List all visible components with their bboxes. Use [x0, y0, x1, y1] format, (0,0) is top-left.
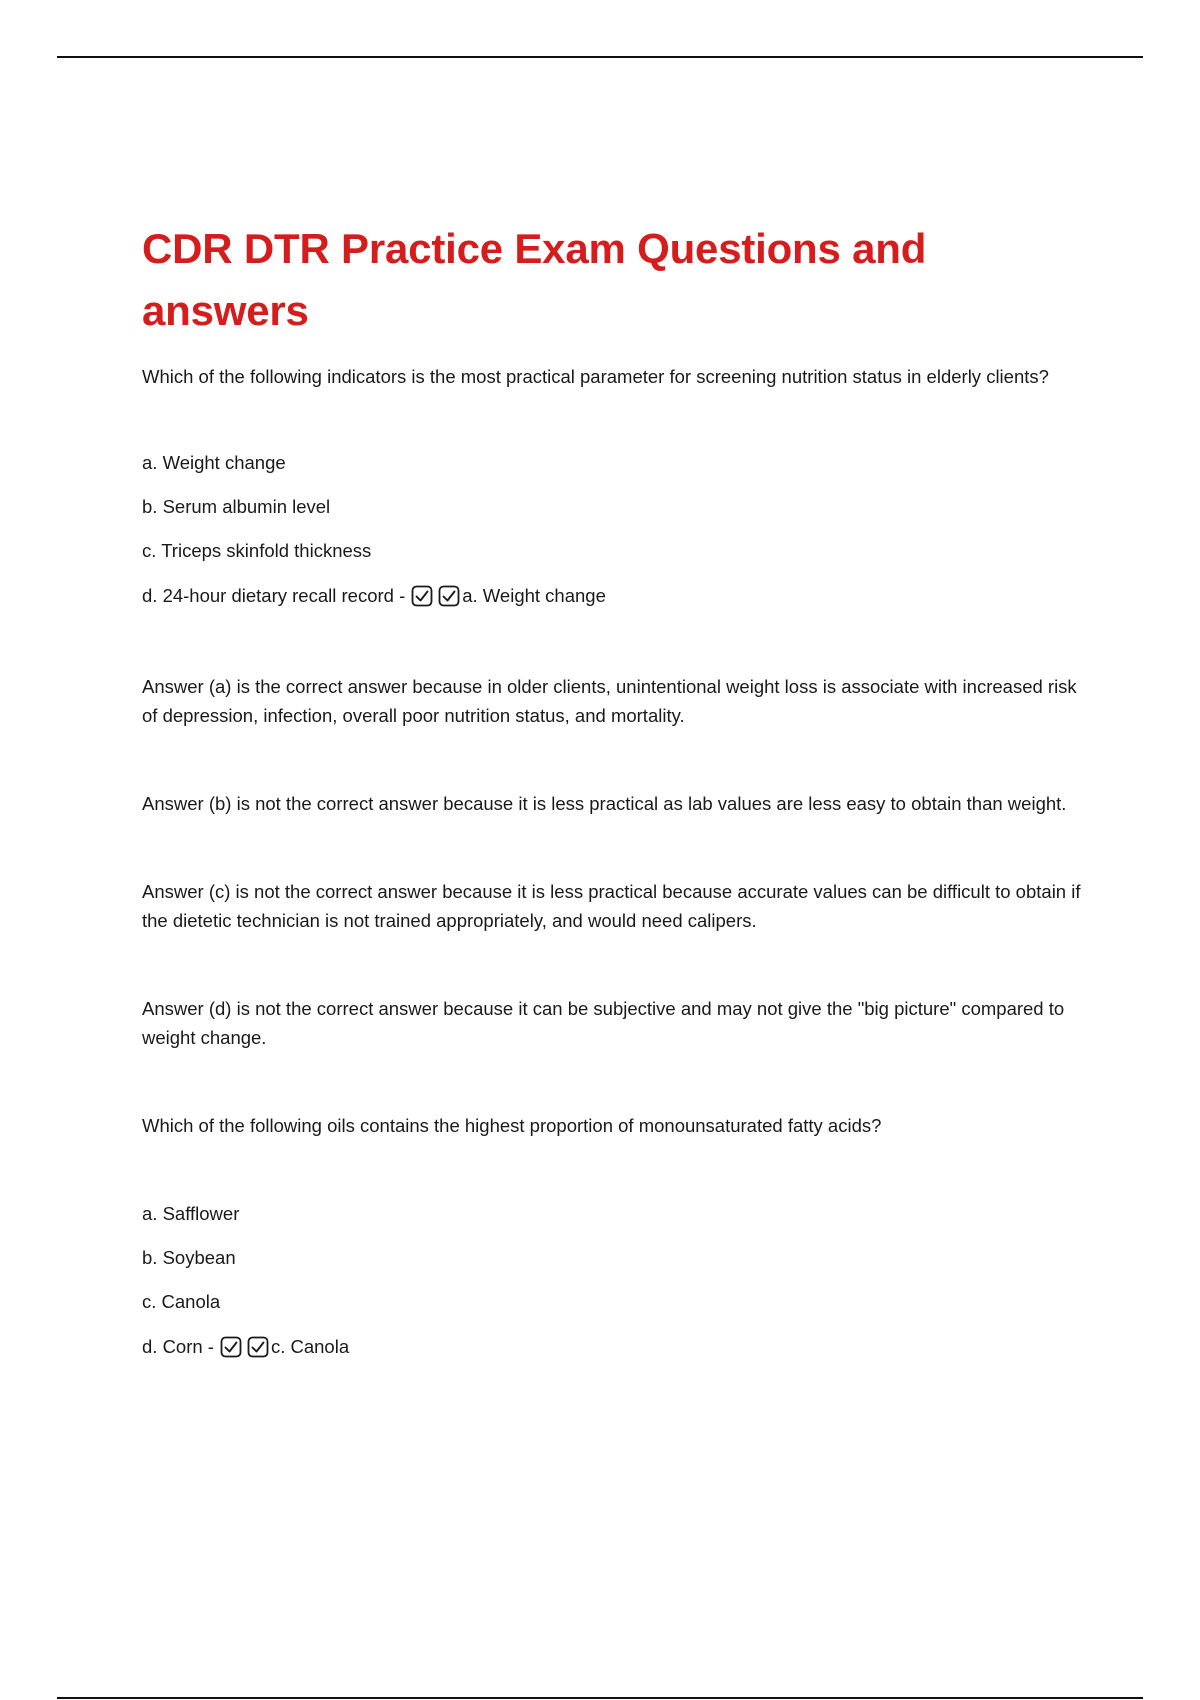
checkbox-checked-icon	[438, 585, 460, 607]
option-b: b. Serum albumin level	[142, 496, 331, 517]
option-b: b. Soybean	[142, 1247, 236, 1268]
correct-answer: c. Canola	[270, 1336, 350, 1357]
document-title: CDR DTR Practice Exam Questions and answers	[142, 225, 927, 334]
answer-options	[142, 449, 1082, 611]
answer-options	[142, 1200, 1082, 1362]
explanation-a: Answer (a) is the correct answer because in older clients, unintentional weight loss is associate with increased risk of depression, infection, overall poor nutrition status, and mortality.	[142, 676, 1077, 726]
checkbox-checked-icon	[411, 585, 433, 607]
option-d: d. Corn -	[142, 1336, 214, 1357]
question-text: Which of the following indicators is the most practical parameter for screening nutrition status in elderly clients?	[142, 366, 1049, 387]
question-2	[142, 1111, 1082, 1362]
explanation-c: Answer (c) is not the correct answer because it is less practical because accurate values can be difficult to obtain if the dietetic technician is not trained appropriately, and would need calipers.	[142, 881, 1081, 931]
correct-answer: a. Weight change	[462, 585, 606, 606]
option-a: a. Safflower	[142, 1203, 240, 1224]
question-1	[142, 362, 1082, 1052]
option-a: a. Weight change	[142, 452, 286, 473]
option-c: c. Canola	[142, 1291, 221, 1312]
question-text: Which of the following oils contains the highest proportion of monounsaturated fatty acids?	[142, 1115, 882, 1136]
option-d-with-answer	[142, 581, 1082, 611]
option-d: d. 24-hour dietary recall record -	[142, 585, 406, 606]
explanation-d: Answer (d) is not the correct answer because it can be subjective and may not give the "big picture" compared to weight change.	[142, 998, 1065, 1048]
footer-rule	[57, 1697, 1143, 1699]
checkbox-checked-icon	[247, 1336, 269, 1358]
header-rule	[57, 56, 1143, 58]
option-c: c. Triceps skinfold thickness	[142, 540, 372, 561]
checkbox-checked-icon	[220, 1336, 242, 1358]
document-body	[142, 218, 1082, 1362]
option-d-with-answer	[142, 1332, 1082, 1362]
explanation-b: Answer (b) is not the correct answer because it is less practical as lab values are less easy to obtain than weight.	[142, 793, 1067, 814]
